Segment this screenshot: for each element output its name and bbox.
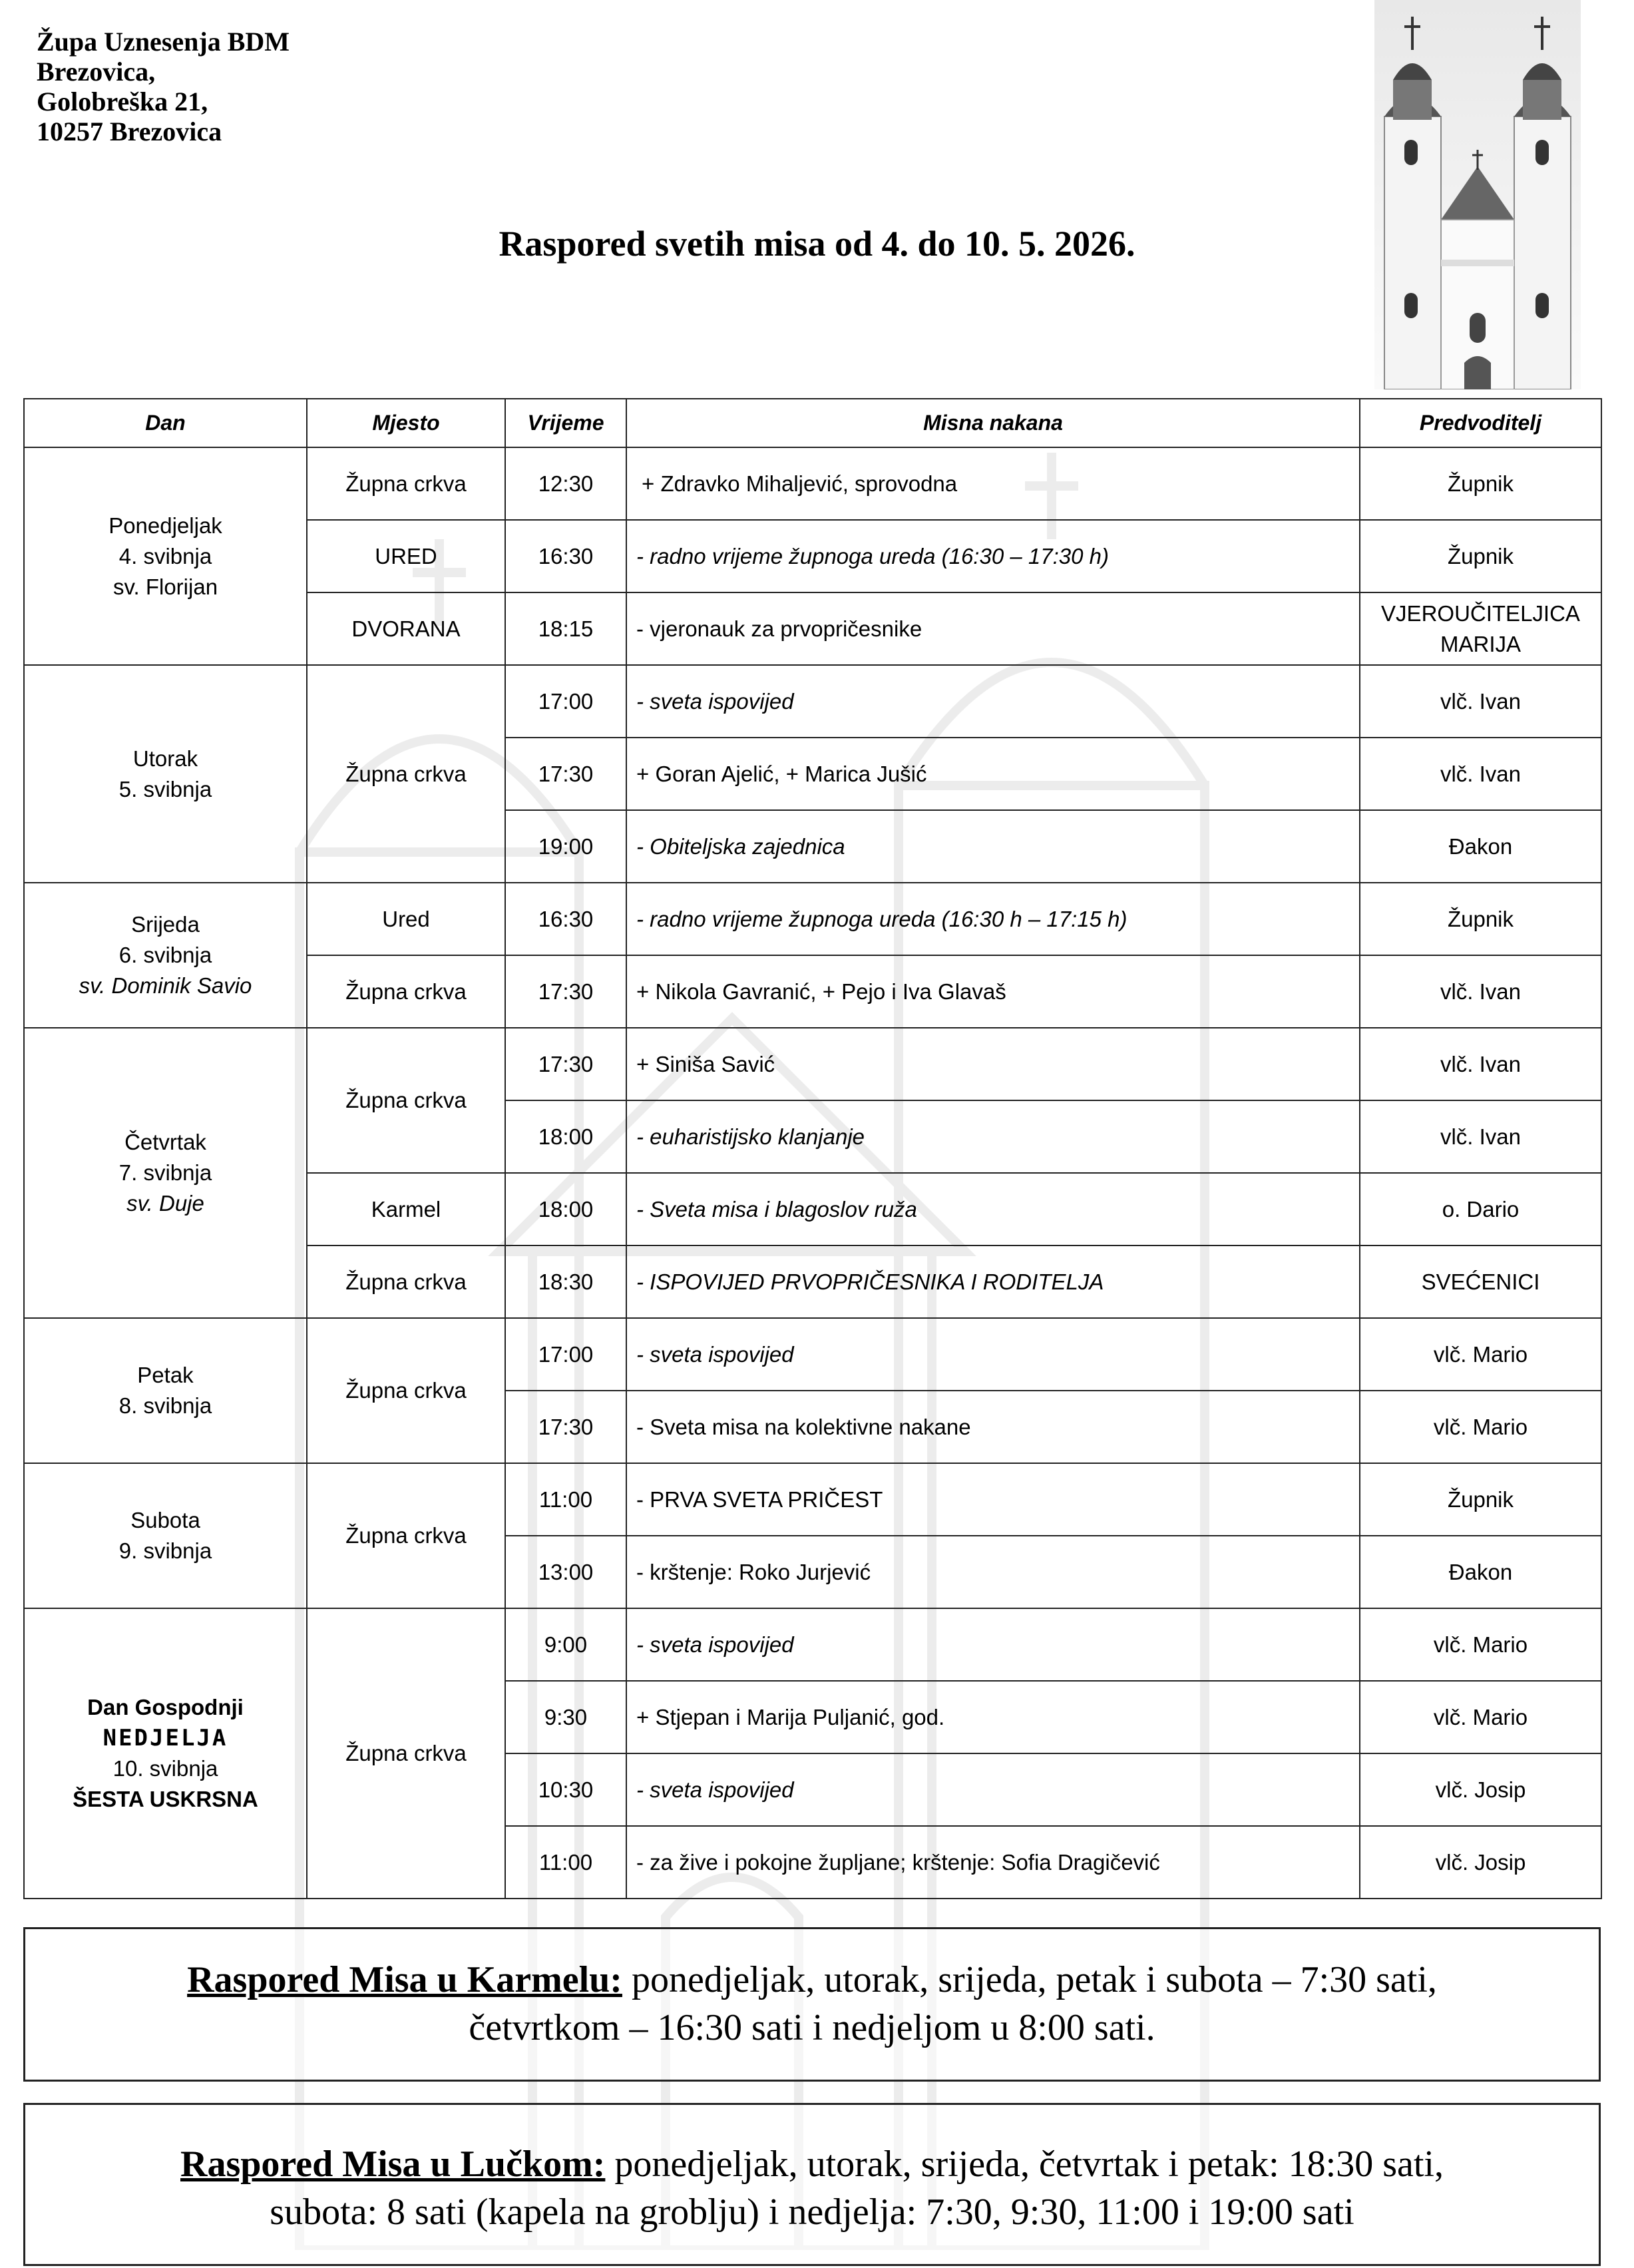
luckom-schedule-box: [23, 2103, 1601, 2266]
leader-cell: VJEROUČITELJICA MARIJA: [1360, 592, 1601, 665]
place-cell: Karmel: [307, 1173, 505, 1246]
karmel-text-1: ponedjeljak, utorak, srijeda, petak i subota – 7:30 sati,: [622, 1959, 1437, 2000]
day-cell-wednesday: [24, 883, 307, 1028]
leader-cell: Župnik: [1360, 447, 1601, 520]
day-date: 10. svibnja: [112, 1756, 218, 1781]
day-date: 8. svibnja: [118, 1393, 212, 1418]
karmel-text-2: četvrtkom – 16:30 sati i nedjeljom u 8:00 sati.: [469, 2007, 1155, 2048]
parish-postal: 10257 Brezovica: [37, 116, 222, 146]
leader-cell: vlč. Ivan: [1360, 665, 1601, 738]
leader-cell: vlč. Mario: [1360, 1681, 1601, 1753]
time-cell: 18:00: [505, 1100, 626, 1173]
place-cell: Župna crkva: [307, 955, 505, 1028]
leader-cell: Župnik: [1360, 883, 1601, 955]
day-saint: sv. Florijan: [112, 574, 218, 599]
time-cell: 17:30: [505, 738, 626, 810]
time-cell: 11:00: [505, 1826, 626, 1899]
intention-cell: + Siniša Savić: [626, 1028, 1360, 1100]
place-cell: Župna crkva: [307, 665, 505, 883]
day-name: Četvrtak: [124, 1130, 206, 1154]
karmel-line-1: [25, 1956, 1599, 2004]
intention-cell: + Zdravko Mihaljević, sprovodna: [626, 447, 1360, 520]
leader-cell: Župnik: [1360, 1463, 1601, 1536]
day-cell-thursday: [24, 1028, 307, 1318]
day-saint: sv. Duje: [126, 1191, 204, 1216]
header-vrijeme: Vrijeme: [505, 399, 626, 447]
time-cell: 16:30: [505, 520, 626, 592]
table-row: [24, 883, 1601, 955]
leader-cell: o. Dario: [1360, 1173, 1601, 1246]
table-row: [24, 1028, 1601, 1100]
intention-cell: - radno vrijeme župnoga ureda (16:30 – 17:30 h): [626, 520, 1360, 592]
time-cell: 13:00: [505, 1536, 626, 1608]
header-predvoditelj: Predvoditelj: [1360, 399, 1601, 447]
header-mjesto: Mjesto: [307, 399, 505, 447]
leader-cell: vlč. Ivan: [1360, 1100, 1601, 1173]
intention-cell: - sveta ispovijed: [626, 665, 1360, 738]
leader-cell: vlč. Josip: [1360, 1753, 1601, 1826]
intention-cell: + Nikola Gavranić, + Pejo i Iva Glavaš: [626, 955, 1360, 1028]
intention-cell: - krštenje: Roko Jurjević: [626, 1536, 1360, 1608]
church-photo: [1374, 0, 1581, 389]
day-name: Ponedjeljak: [108, 513, 222, 538]
leader-cell: SVEĆENICI: [1360, 1246, 1601, 1318]
day-name: Utorak: [132, 746, 198, 771]
parish-place: Brezovica,: [37, 57, 156, 87]
day-saint: sv. Dominik Savio: [79, 973, 252, 998]
time-cell: 18:15: [505, 592, 626, 665]
luckom-text-1: ponedjeljak, utorak, srijeda, četvrtak i petak: 18:30 sati,: [605, 2144, 1444, 2185]
luckom-text-2: subota: 8 sati (kapela na groblju) i nedjelja: 7:30, 9:30, 11:00 i 19:00 sati: [270, 2191, 1354, 2233]
day-name: Petak: [137, 1363, 194, 1387]
header-nakana: Misna nakana: [626, 399, 1360, 447]
header-dan: Dan: [24, 399, 307, 447]
day-cell-monday: [24, 447, 307, 665]
day-cell-sunday: [24, 1608, 307, 1899]
intention-cell: - sveta ispovijed: [626, 1318, 1360, 1391]
day-date: 7. svibnja: [118, 1160, 212, 1185]
time-cell: 9:00: [505, 1608, 626, 1681]
place-cell: Župna crkva: [307, 1608, 505, 1899]
parish-street: Golobreška 21,: [37, 87, 208, 116]
day-name: Srijeda: [131, 912, 200, 937]
leader-cell: vlč. Mario: [1360, 1608, 1601, 1681]
leader-cell: vlč. Ivan: [1360, 1028, 1601, 1100]
time-cell: 10:30: [505, 1753, 626, 1826]
time-cell: 18:00: [505, 1173, 626, 1246]
leader-cell: Župnik: [1360, 520, 1601, 592]
mass-schedule-table: [23, 398, 1602, 1899]
leader-cell: vlč. Mario: [1360, 1391, 1601, 1463]
leader-cell: Đakon: [1360, 810, 1601, 883]
leader-cell: vlč. Josip: [1360, 1826, 1601, 1899]
intention-cell: - Sveta misa na kolektivne nakane: [626, 1391, 1360, 1463]
day-cell-saturday: [24, 1463, 307, 1608]
time-cell: 17:00: [505, 1318, 626, 1391]
day-date: 9. svibnja: [118, 1538, 212, 1563]
time-cell: 17:30: [505, 1028, 626, 1100]
day-date: 6. svibnja: [118, 943, 212, 967]
time-cell: 16:30: [505, 883, 626, 955]
intention-cell: - euharistijsko klanjanje: [626, 1100, 1360, 1173]
place-cell: DVORANA: [307, 592, 505, 665]
day-cell-tuesday: [24, 665, 307, 883]
place-cell: Župna crkva: [307, 1028, 505, 1173]
time-cell: 17:30: [505, 955, 626, 1028]
leader-cell: Đakon: [1360, 1536, 1601, 1608]
table-row: [24, 447, 1601, 520]
leader-cell: vlč. Ivan: [1360, 738, 1601, 810]
luckom-line-1: [25, 2140, 1599, 2188]
time-cell: 17:30: [505, 1391, 626, 1463]
time-cell: 18:30: [505, 1246, 626, 1318]
day-name: NEDJELJA: [102, 1725, 228, 1751]
place-cell: Župna crkva: [307, 447, 505, 520]
time-cell: 9:30: [505, 1681, 626, 1753]
place-cell: Ured: [307, 883, 505, 955]
intention-cell: - sveta ispovijed: [626, 1608, 1360, 1681]
intention-cell: + Goran Ajelić, + Marica Jušić: [626, 738, 1360, 810]
leader-cell: vlč. Ivan: [1360, 955, 1601, 1028]
place-cell: Župna crkva: [307, 1246, 505, 1318]
luckom-label: Raspored Misa u Lučkom:: [180, 2144, 606, 2185]
parish-address: [37, 27, 290, 146]
intention-cell: - radno vrijeme župnoga ureda (16:30 h – 17:15 h): [626, 883, 1360, 955]
table-row: [24, 1608, 1601, 1681]
intention-cell: - za žive i pokojne župljane; krštenje: Sofia Dragičević: [626, 1826, 1360, 1899]
page-title: Raspored svetih misa od 4. do 10. 5. 2026.: [499, 224, 1135, 264]
karmel-schedule-box: [23, 1927, 1601, 2082]
intention-cell: - Obiteljska zajednica: [626, 810, 1360, 883]
place-cell: Župna crkva: [307, 1463, 505, 1608]
parish-name: Župa Uznesenja BDM: [37, 27, 290, 57]
intention-cell: - PRVA SVETA PRIČEST: [626, 1463, 1360, 1536]
table-row: [24, 1463, 1601, 1536]
intention-cell: + Stjepan i Marija Puljanić, god.: [626, 1681, 1360, 1753]
day-name: Subota: [130, 1508, 200, 1532]
table-row: [24, 1318, 1601, 1391]
leader-cell: vlč. Mario: [1360, 1318, 1601, 1391]
day-cell-friday: [24, 1318, 307, 1463]
place-cell: URED: [307, 520, 505, 592]
day-date: 4. svibnja: [118, 543, 212, 568]
intention-cell: - Sveta misa i blagoslov ruža: [626, 1173, 1360, 1246]
time-cell: 12:30: [505, 447, 626, 520]
intention-cell: - vjeronauk za prvopričesnike: [626, 592, 1360, 665]
intention-cell: - sveta ispovijed: [626, 1753, 1360, 1826]
day-date: 5. svibnja: [118, 776, 212, 801]
day-feast: ŠESTA USKRSNA: [73, 1787, 258, 1811]
time-cell: 19:00: [505, 810, 626, 883]
table-header-row: [24, 399, 1601, 447]
table-row: [24, 665, 1601, 738]
day-title: Dan Gospodnji: [87, 1695, 244, 1719]
karmel-label: Raspored Misa u Karmelu:: [187, 1959, 622, 2000]
time-cell: 17:00: [505, 665, 626, 738]
intention-cell: - ISPOVIJED PRVOPRIČESNIKA I RODITELJA: [626, 1246, 1360, 1318]
time-cell: 11:00: [505, 1463, 626, 1536]
place-cell: Župna crkva: [307, 1318, 505, 1463]
